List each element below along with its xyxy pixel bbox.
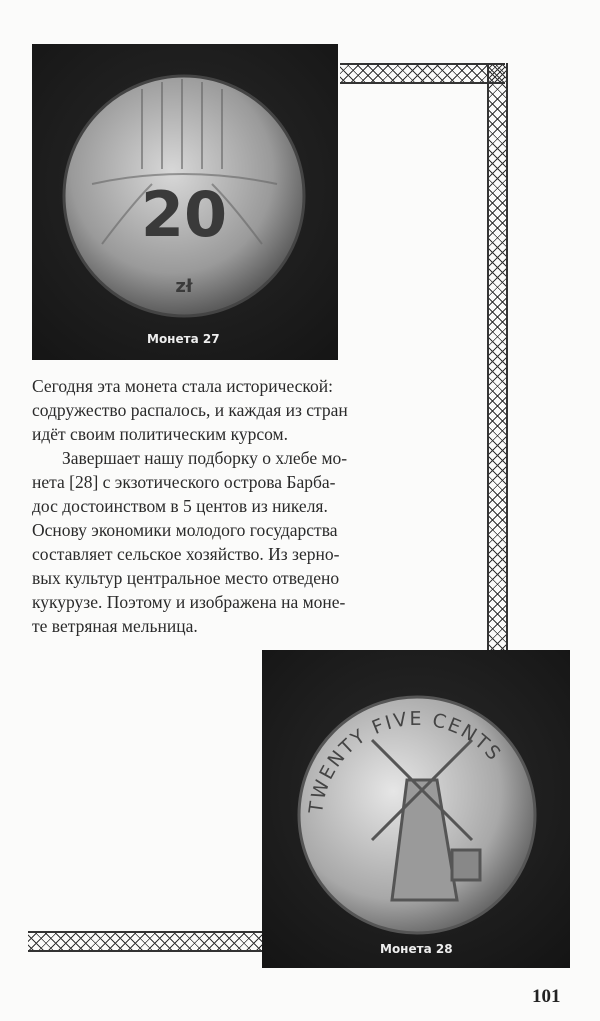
text-line: идёт своим политическим курсом. [32,424,289,444]
figure-caption: Монета 28 [380,942,453,956]
text-line: те ветряная мельница. [32,616,198,636]
ornamental-border-bottom [28,931,262,952]
coin-28-photo [262,650,570,968]
text-line: дос достоинством в 5 центов из никеля. [32,496,328,516]
text-line: нета [28] с экзотического острова Барба- [32,472,336,492]
coin-27-denomination: 20 [140,178,228,251]
text-line: Завершает нашу подборку о хлебе мо- [62,448,348,468]
text-line: вых культур центральное место отведено [32,568,340,588]
text-line: содружество распалось, и каждая из стран [32,400,348,420]
text-line: Сегодня эта монета стала исторической: [32,376,334,396]
text-line: кукурузе. Поэтому и изображена на моне- [32,592,346,612]
coin-27-image [32,44,338,360]
ornamental-border-top [340,63,505,84]
figure-caption: Монета 27 [147,332,220,346]
coin-28-legend: TWENTY FIVE CENTS [305,707,506,815]
ornamental-border-right [487,63,508,650]
coin-28-image [262,650,570,968]
text-line: Основу экономики молодого государства [32,520,338,540]
coin-27-photo [32,44,338,360]
coin-27-currency: zł [175,276,193,297]
text-line: составляет сельское хозяйство. Из зерно- [32,544,340,564]
body-text [32,374,482,638]
page-number: 101 [532,986,561,1007]
